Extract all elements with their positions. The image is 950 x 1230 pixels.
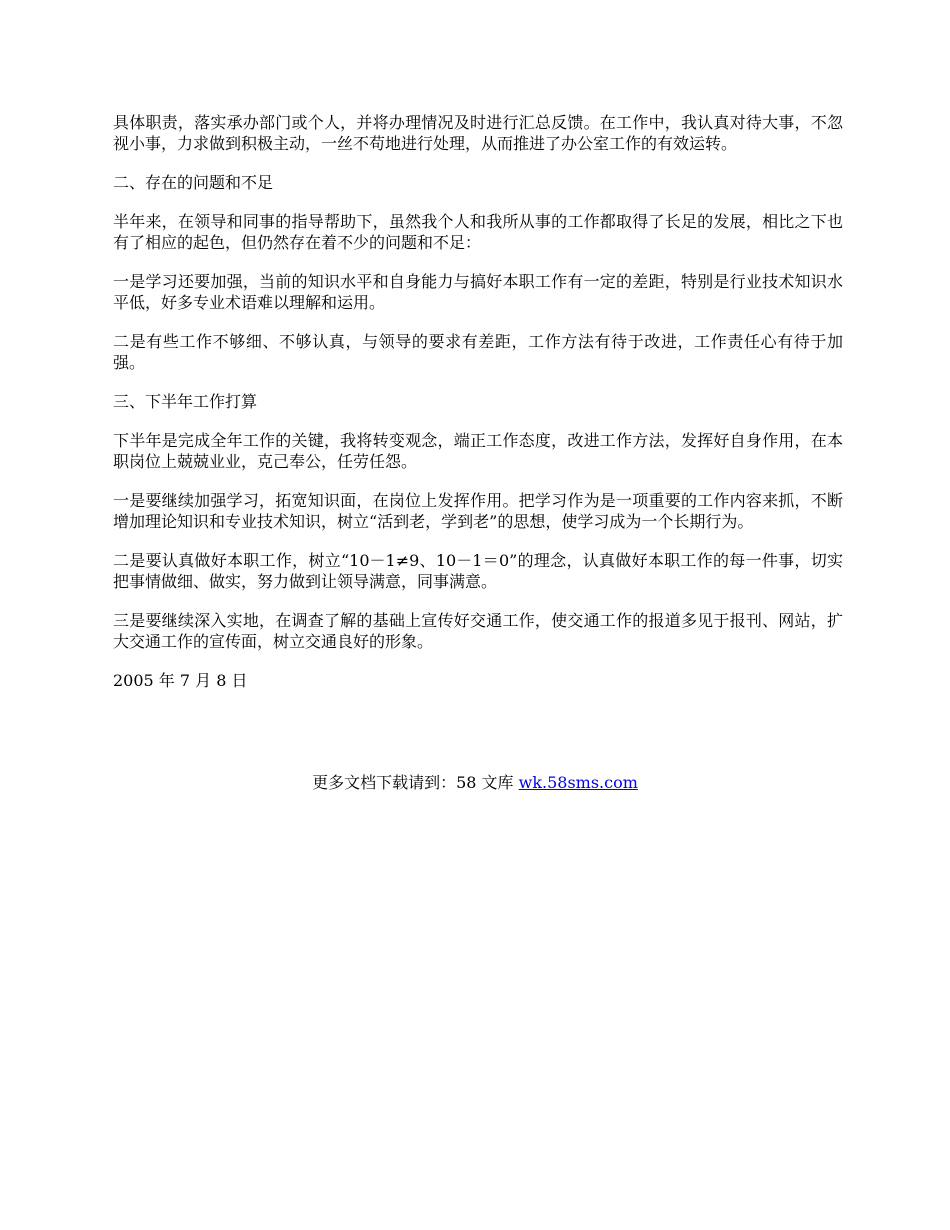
paragraph-duties: 具体职责，落实承办部门或个人，并将办理情况及时进行汇总反馈。在工作中，我认真对待大事，不忽视小事，力求做到积极主动，一丝不苟地进行处理，从而推进了办公室工作的有效运转。	[113, 113, 843, 153]
document-date: 2005 年 7 月 8 日	[113, 671, 248, 690]
document-body	[113, 112, 843, 709]
footer-prefix: 更多文档下载请到：58 文库	[312, 773, 519, 792]
paragraph-problem-1: 一是学习还要加强，当前的知识水平和自身能力与搞好本职工作有一定的差距，特别是行业技术知识水平低，好多专业术语难以理解和运用。	[113, 272, 843, 312]
section-heading-plan: 三、下半年工作打算	[113, 392, 258, 411]
footer-download-note	[0, 772, 950, 793]
paragraph-problem-2: 二是有些工作不够细、不够认真，与领导的要求有差距，工作方法有待于改进，工作责任心有待于加强。	[113, 332, 843, 372]
paragraph-plan-3: 三是要继续深入实地，在调查了解的基础上宣传好交通工作，使交通工作的报道多见于报刊、网站，扩大交通工作的宣传面，树立交通良好的形象。	[113, 611, 843, 651]
paragraph-plan-intro: 下半年是完成全年工作的关键，我将转变观念，端正工作态度，改进工作方法，发挥好自身作用，在本职岗位上兢兢业业，克己奉公，任劳任怨。	[113, 431, 843, 471]
paragraph-plan-1: 一是要继续加强学习，拓宽知识面，在岗位上发挥作用。把学习作为是一项重要的工作内容来抓，不断增加理论知识和专业技术知识，树立“活到老，学到老”的思想，使学习成为一个长期行为。	[113, 491, 843, 531]
section-heading-problems: 二、存在的问题和不足	[113, 173, 274, 192]
paragraph-half-year: 半年来，在领导和同事的指导帮助下，虽然我个人和我所从事的工作都取得了长足的发展，相比之下也有了相应的起色，但仍然存在着不少的问题和不足：	[113, 212, 843, 252]
footer-link[interactable]: wk.58sms.com	[518, 773, 638, 792]
paragraph-plan-2: 二是要认真做好本职工作，树立“10－1≠9、10－1＝0”的理念，认真做好本职工作的每一件事，切实把事情做细、做实，努力做到让领导满意，同事满意。	[113, 551, 843, 591]
